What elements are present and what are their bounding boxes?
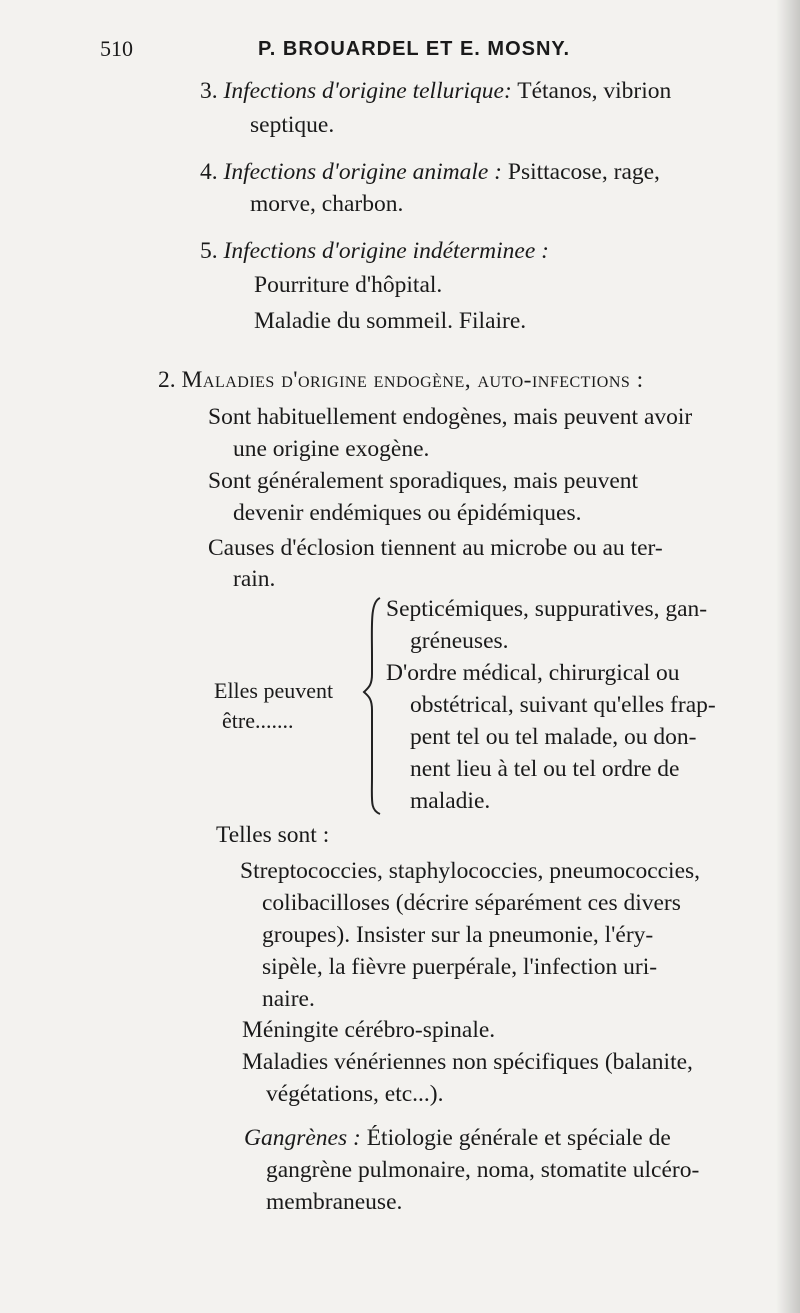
list-item-3 bbox=[200, 76, 671, 106]
list-number: 5. bbox=[200, 238, 218, 264]
paragraph-line: rain. bbox=[233, 566, 276, 592]
sub-item: Maladie du sommeil. Filaire. bbox=[254, 308, 527, 334]
running-title: P. BROUARDEL ET E. MOSNY. bbox=[258, 38, 571, 60]
list-number: 4. bbox=[200, 159, 218, 185]
paragraph-line: une origine exogène. bbox=[233, 436, 430, 462]
list-number: 3. bbox=[200, 78, 218, 104]
paragraph-line bbox=[208, 466, 756, 496]
paragraph-line: Streptococcies, staphylococcies, pneumococcies, bbox=[240, 858, 701, 884]
brace-label: être....... bbox=[222, 708, 294, 733]
page-edge-shadow bbox=[776, 0, 800, 1313]
list-item-text: Psittacose, rage, bbox=[507, 159, 660, 185]
list-item-title: Infections d'origine indéterminee : bbox=[223, 238, 549, 264]
brace-item: nent lieu à tel ou tel ordre de bbox=[410, 756, 680, 782]
paragraph-line: végétations, etc...). bbox=[266, 1081, 444, 1107]
sub-item: Pourriture d'hôpital. bbox=[254, 272, 443, 298]
list-item-5 bbox=[200, 236, 549, 266]
paragraph-line: Causes d'éclosion tiennent au microbe ou au ter- bbox=[208, 535, 663, 561]
brace-label: Elles peuvent bbox=[214, 678, 334, 703]
paragraph-line: Sont habituellement endogènes, mais peuvent avoir bbox=[208, 404, 693, 430]
list-item-continuation: septique. bbox=[250, 112, 335, 138]
paragraph-line: Méningite cérébro-spinale. bbox=[242, 1017, 496, 1043]
paragraph-line: gangrène pulmonaire, noma, stomatite ulcéro- bbox=[266, 1157, 700, 1183]
brace-item: gréneuses. bbox=[410, 628, 509, 654]
gangrenes-text: Étiologie générale et spéciale de bbox=[366, 1125, 671, 1151]
paragraph-line: devenir endémiques ou épidémiques. bbox=[233, 500, 582, 526]
list-item-title: Infections d'origine animale : bbox=[223, 159, 502, 185]
paragraph-line: sipèle, la fièvre puerpérale, l'infection uri- bbox=[262, 954, 658, 980]
paragraph-line: membraneuse. bbox=[266, 1189, 403, 1215]
brace-item: D'ordre médical, chirurgical ou bbox=[386, 660, 680, 686]
gangrenes-line bbox=[244, 1123, 671, 1153]
paragraph-line: groupes). Insister sur la pneumonie, l'éry- bbox=[262, 922, 654, 948]
gangrenes-title: Gangrènes : bbox=[244, 1125, 361, 1151]
section-number: 2. bbox=[158, 367, 176, 393]
paragraph-text: Sont généralement sporadiques, mais peuvent bbox=[208, 468, 639, 494]
page-number: 510 bbox=[100, 36, 133, 61]
list-item-text: Tétanos, vibrion bbox=[517, 78, 672, 104]
list-item-4 bbox=[200, 157, 660, 187]
paragraph-line: Maladies vénériennes non spécifiques (balanite, bbox=[242, 1049, 693, 1075]
brace-item: obstétrical, suivant qu'elles frap- bbox=[410, 692, 716, 718]
brace-item: maladie. bbox=[410, 788, 491, 814]
section-title: Maladies d'origine endogène, auto-infections : bbox=[181, 367, 644, 393]
list-label: Telles sont : bbox=[216, 822, 330, 848]
list-item-title: Infections d'origine tellurique: bbox=[223, 78, 512, 104]
section-heading bbox=[158, 365, 644, 395]
paragraph-line: colibacilloses (décrire séparément ces divers bbox=[262, 890, 681, 916]
paragraph-line: naire. bbox=[262, 986, 315, 1012]
list-item-continuation: morve, charbon. bbox=[250, 191, 404, 217]
brace-item: Septicémiques, suppuratives, gan- bbox=[386, 596, 708, 622]
brace-item: pent tel ou tel malade, ou don- bbox=[410, 724, 697, 750]
curly-brace-icon bbox=[360, 596, 386, 816]
